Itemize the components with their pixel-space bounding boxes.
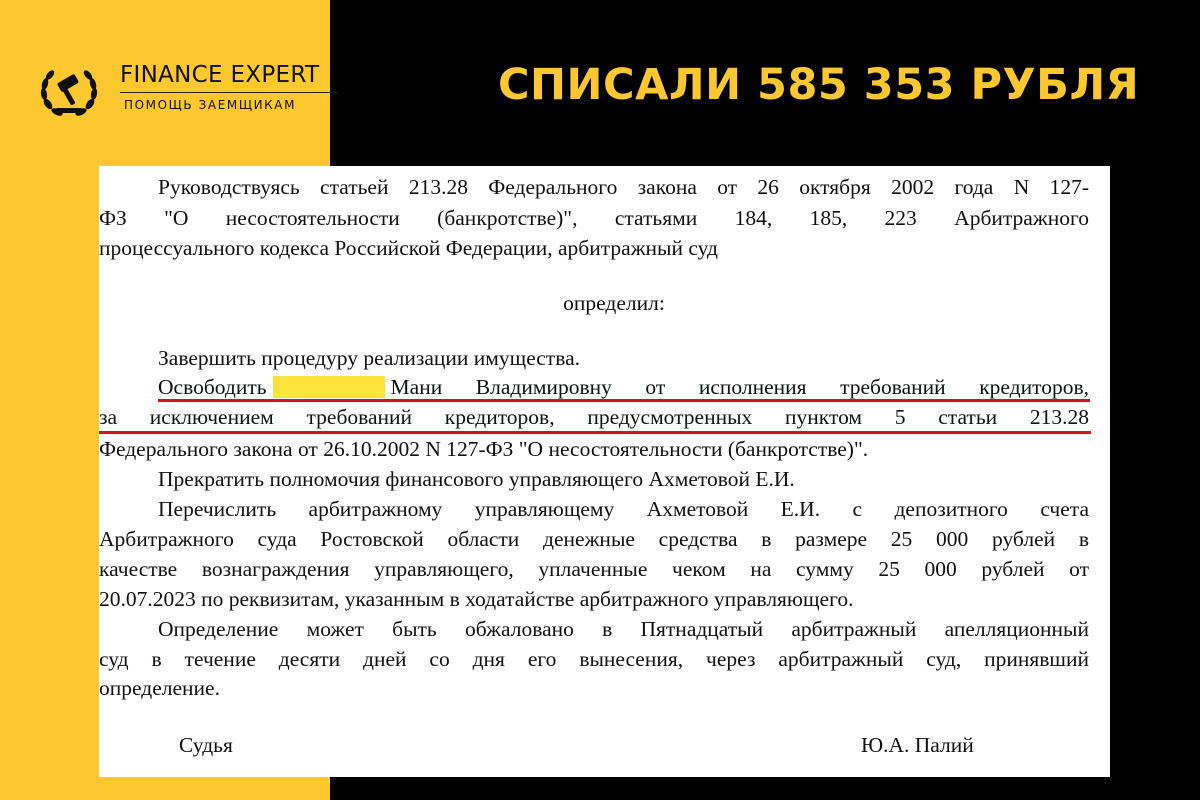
brand-divider (120, 92, 338, 93)
doc-line: Перечислить арбитражному управляющему Ахметовой Е.И. с депозитного счета (158, 497, 1089, 521)
doc-line: ФЗ "О несостоятельности (банкротстве)", статьями 184, 185, 223 Арбитражного (99, 206, 1089, 230)
redacted-surname (273, 376, 385, 398)
doc-line-redacted (158, 372, 1089, 402)
doc-line: Завершить процедуру реализации имущества. (158, 346, 580, 370)
doc-line: 20.07.2023 по реквизитам, указанным в ходатайстве арбитражного управляющего. (99, 587, 854, 611)
doc-line: Определение может быть обжаловано в Пятнадцатый арбитражный апелляционный (158, 617, 1089, 641)
court-document (99, 166, 1110, 777)
doc-line: качестве вознаграждения управляющего, уплаченные чеком на сумму 25 000 рублей от (99, 557, 1089, 581)
gavel-laurel-icon (36, 60, 102, 126)
doc-line: процессуального кодекса Российской Федерации, арбитражный суд (99, 236, 718, 260)
doc-line: Прекратить полномочия финансового управляющего Ахметовой Е.И. (158, 467, 795, 491)
doc-line: Федерального закона от 26.10.2002 N 127-ФЗ "О несостоятельности (банкротстве)". (99, 437, 869, 461)
doc-line: суд в течение десяти дней со дня его вынесения, через арбитражный суд, принявший (99, 647, 1089, 671)
judge-label: Судья (179, 733, 233, 757)
doc-text: Освободить (158, 375, 267, 399)
judge-name: Ю.А. Палий (861, 733, 974, 757)
headline: СПИСАЛИ 585 353 РУБЛЯ (498, 60, 1140, 110)
doc-text: Мани Владимировну от исполнения требований кредиторов, (390, 375, 1089, 399)
doc-line: определение. (99, 676, 220, 700)
brand-logo (36, 60, 336, 130)
brand-tagline: ПОМОЩЬ ЗАЕМЩИКАМ (124, 98, 297, 112)
decision-heading: определил: (563, 291, 665, 315)
doc-line: Арбитражного суда Ростовской области денежные средства в размере 25 000 рублей в (99, 527, 1089, 551)
doc-line: Руководствуясь статьей 213.28 Федерального закона от 26 октября 2002 года N 127- (158, 175, 1089, 199)
brand-name: FINANCE EXPERT (120, 62, 320, 88)
doc-line: за исключением требований кредиторов, предусмотренных пунктом 5 статьи 213.28 (99, 405, 1089, 429)
